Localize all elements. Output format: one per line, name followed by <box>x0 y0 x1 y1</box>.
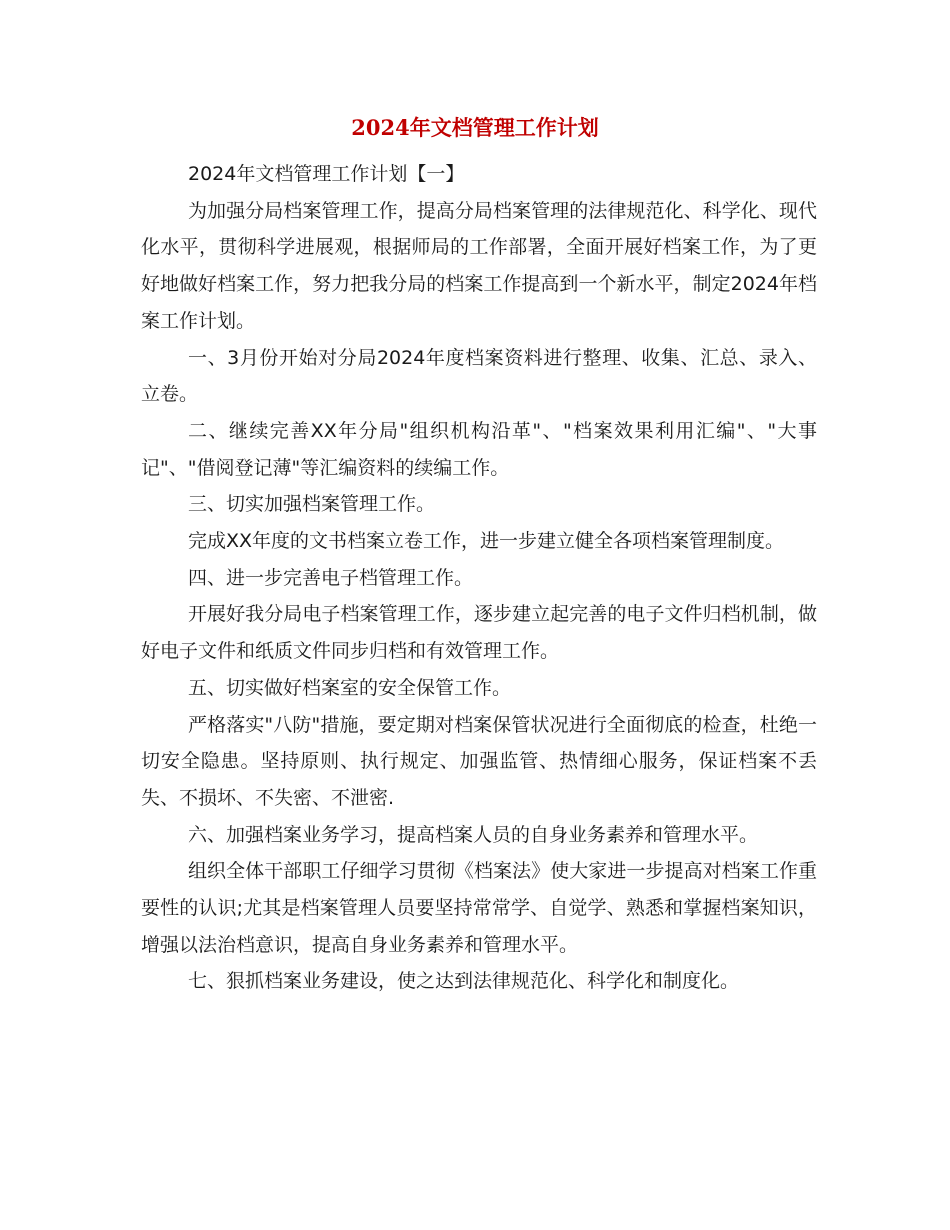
paragraph-item-1: 一、3月份开始对分局2024年度档案资料进行整理、收集、汇总、录入、立卷。 <box>141 346 817 406</box>
paragraph-item-3-body: 完成XX年度的文书档案立卷工作，进一步建立健全各项档案管理制度。 <box>188 530 785 553</box>
document-body <box>141 156 817 1000</box>
paragraph-item-2: 二、继续完善XX年分局"组织机构沿革"、"档案效果利用汇编"、"大事记"、"借阅登记薄"等汇编资料的续编工作。 <box>141 419 817 479</box>
paragraph-item-4-heading: 四、进一步完善电子档管理工作。 <box>188 566 474 589</box>
document-title: 2024年文档管理工作计划 <box>351 115 599 140</box>
paragraph-item-4-body: 开展好我分局电子档案管理工作，逐步建立起完善的电子文件归档机制，做好电子文件和纸质文件同步归档和有效管理工作。 <box>141 603 817 663</box>
paragraph-item-3-heading: 三、切实加强档案管理工作。 <box>188 493 436 516</box>
paragraph-item-5-body: 严格落实"八防"措施，要定期对档案保管状况进行全面彻底的检查，杜绝一切安全隐患。坚持原则、执行规定、加强监管、热情细心服务，保证档案不丢失、不损坏、不失密、不泄密. <box>141 713 817 809</box>
paragraph-item-6-heading: 六、加强档案业务学习，提高档案人员的自身业务素养和管理水平。 <box>188 823 759 846</box>
paragraph-item-6-body: 组织全体干部职工仔细学习贯彻《档案法》使大家进一步提高对档案工作重要性的认识;尤其是档案管理人员要坚持常常学、自觉学、熟悉和掌握档案知识，增强以法治档意识，提高自身业务素养和管理水平。 <box>141 860 817 956</box>
paragraph-intro: 为加强分局档案管理工作，提高分局档案管理的法律规范化、科学化、现代化水平，贯彻科学进展观，根据师局的工作部署，全面开展好档案工作，为了更好地做好档案工作，努力把我分局的档案工作提高到一个新水平，制定2024年档案工作计划。 <box>141 199 817 332</box>
paragraph-item-5-heading: 五、切实做好档案室的安全保管工作。 <box>188 676 512 699</box>
paragraph-item-7-heading: 七、狠抓档案业务建设，使之达到法律规范化、科学化和制度化。 <box>188 970 740 993</box>
paragraph-subtitle: 2024年文档管理工作计划【一】 <box>188 163 465 185</box>
